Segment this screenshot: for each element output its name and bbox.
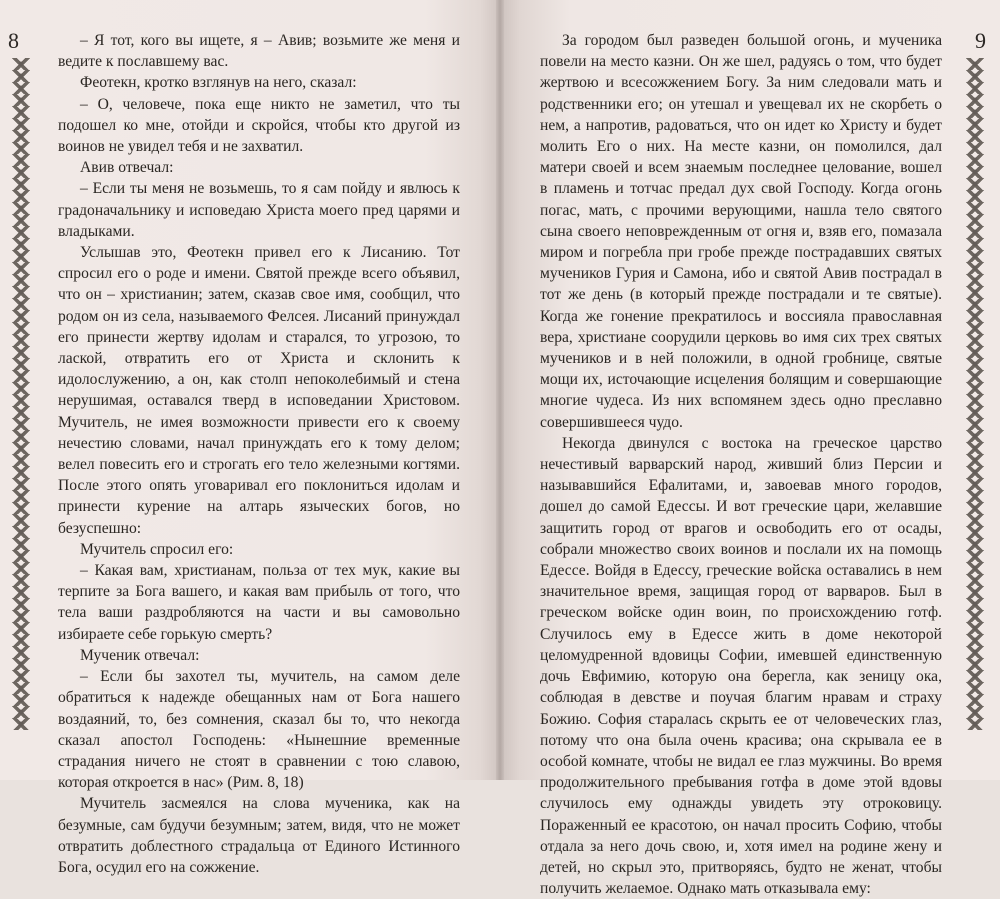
paragraph: Мучитель спросил его: — [80, 540, 234, 558]
paragraph: – Если ты меня не возьмешь, то я сам пойду и явлюсь к градоначальнику и исповедаю Христа моего пред царями и владыками. — [58, 180, 460, 240]
paragraph: – Какая вам, христианам, польза от тех мук, какие вы терпите за Бога вашего, и какая вам прибыль от того, что тела ваши раздробляются на части и вы самовольно избираете себе горькую смерть? — [58, 562, 460, 643]
paragraph: Услышав это, Феотекн привел его к Лисанию. Тот спросил его о роде и имени. Святой прежде всего объявил, что он – христианин; затем, сказав свое имя, сообщил, что родом он из села, называемого Фелсея. Лисаний принуждал его принести жертву идолам и старался, то угрозою, то лаской, отвратить его от Христа и склонить к идолослужению, а он, как столп непоколебимый и стена нерушимая, оставался тверд в исповедании Христовом. Мучитель, не имея возможности привести его к своему нечестию словами, начал принуждать его к тому делом; велел повесить его и строгать его тело железными когтями. После этого опять уговаривал его поклониться идолам и принести курение на алтарь языческих богов, но безуспешно: — [58, 244, 460, 537]
page-number-right: 9 — [975, 28, 986, 53]
decorative-border-right — [964, 58, 986, 730]
right-page — [500, 0, 1000, 898]
paragraph: Некогда двинулся с востока на греческое царство нечестивый варварский народ, живший близ Персии и называвшийся Ефалитами, и, завоевав много городов, дошел до самой Едессы. И вот греческие цари, желавшие защитить город от врагов и освободить его от осады, собрали множество своих воинов и послали их на помощь Едессе. Войдя в Едессу, греческие войска оставались в нем значительное время, защищая город от варваров. Был в греческом войске один воин, по происхождению готф. Случилось ему в Едессе жить в доме некоторой целомудренной вдовицы Софии, имевшей единственную дочь Евфимию, которую она берегла, как зеницу ока, соблюдая в девстве и поучая благим нравам и страху Божию. София старалась скрыть ее от человеческих глаз, потому что она была очень красива; она скрывала ее в особой комнате, чтобы не видал ее глаз мужчины. Во время продолжительного пребывания готфа в доме этой вдовы случилось ему однажды увидеть эту отроковицу. Пораженный ее красотою, он начал просить Софию, чтобы отдала за него дочь свою, и, хотя имел на родине жену и детей, но скрыл это, притворяясь, будто не женат, чтобы получить желаемое. Однако мать отказывала ему: — [540, 434, 942, 898]
page-number-left: 8 — [8, 28, 19, 53]
paragraph: – Если бы захотел ты, мучитель, на самом деле обратиться к надежде обещанных нам от Бога нашего воздаяний, то, без сомнения, сказал бы то, что некогда сказал апостол Господень: «Нынешние временные страдания ничего не стоят в сравнении с тою славою, которая откроется в нас» (Рим. 8, 18) — [58, 668, 460, 792]
paragraph: Мучитель засмеялся на слова мученика, как на безумные, сам будучи безумным; затем, видя, что не может отвратить доблестного страдальца от Единого Истинного Бога, осудил его на сожжение. — [58, 795, 460, 876]
decorative-border-left — [10, 58, 32, 730]
paragraph: – О, человече, пока еще никто не заметил, что ты подошел ко мне, отойди и скройся, чтобы кто другой из воинов не увидел тебя и не захватил. — [58, 95, 460, 156]
left-page — [0, 0, 500, 876]
paragraph: Авив отвечал: — [80, 159, 174, 177]
paragraph: – Я тот, кого вы ищете, я – Авив; возьмите же меня и ведите к пославшему вас. — [58, 32, 460, 71]
paragraph: Феотекн, кротко взглянув на него, сказал: — [80, 74, 357, 92]
right-page-text — [540, 30, 942, 899]
paragraph: Мученик отвечал: — [80, 646, 200, 664]
left-page-text — [58, 30, 460, 878]
book-gutter — [496, 0, 504, 780]
paragraph: За городом был разведен большой огонь, и мученика повели на место казни. Он же шел, радуясь о том, что будет жертвою и всесожжением Богу. За ним следовали мать и родственники его; он утешал и увещевал их не скорбеть о нем, а напротив, радоваться, что он идет ко Христу и будет молить Его о них. На месте казни, он помолился, дал матери своей и всем знаемым последнее целование, вошел в пламень и тотчас предал дух свой Господу. Когда огонь погас, мать, с прочими верующими, нашла тело святого сына своего неповрежденным от огня и, взяв его, помазала миром и погребла при гробе прежде пострадавших святых мучеников Гурия и Самона, ибо и святой Авив пострадал в тот же день (в который прежде пострадали и те святые). Когда же гонение прекратилось и воссияла православная вера, христиане соорудили церковь во имя сих трех святых мучеников и в ней положили, в одной гробнице, святые мощи их, источающие исцеления болящим и совершающие многие чудеса. Из них вспомянем здесь одно преславно совершившееся чудо. — [540, 32, 942, 431]
